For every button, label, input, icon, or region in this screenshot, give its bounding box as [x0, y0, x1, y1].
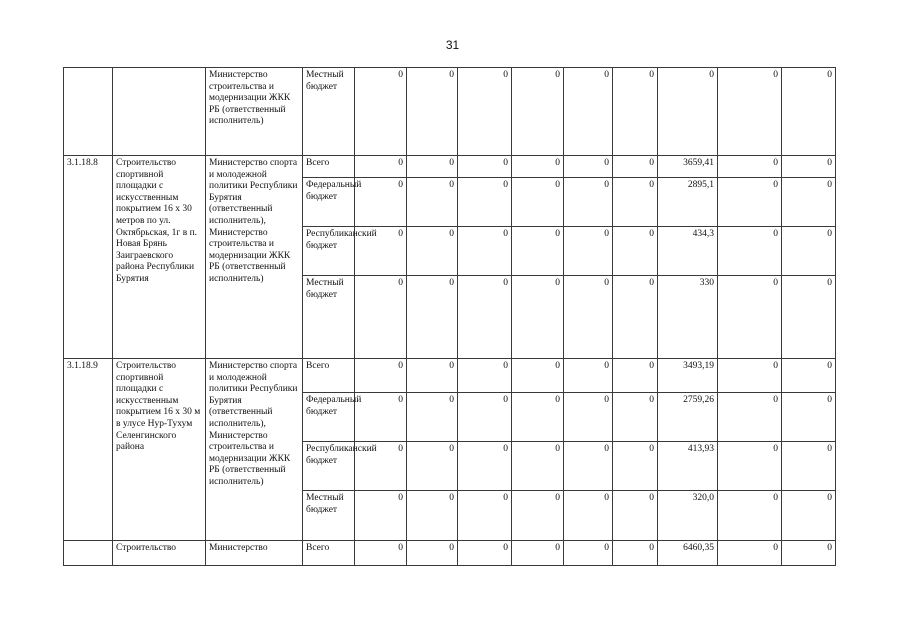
amount-cell: 434,3: [658, 227, 718, 276]
amount-cell: 0: [564, 276, 613, 359]
amount-cell: 0: [458, 393, 512, 442]
amount-cell: 0: [613, 442, 658, 491]
amount-cell: 0: [407, 541, 458, 566]
amount-cell: 0: [782, 393, 836, 442]
amount-cell: 0: [512, 156, 564, 178]
amount-cell: 0: [512, 227, 564, 276]
table-row: [64, 68, 836, 156]
amount-cell: 0: [782, 227, 836, 276]
measure-code-cell: [64, 541, 113, 566]
amount-cell: 0: [407, 276, 458, 359]
amount-cell: 0: [718, 541, 782, 566]
amount-cell: 0: [613, 359, 658, 393]
amount-cell: 0: [512, 442, 564, 491]
amount-cell: 0: [658, 68, 718, 156]
amount-cell: 320,0: [658, 491, 718, 541]
amount-cell: 0: [782, 68, 836, 156]
amount-cell: 0: [458, 178, 512, 227]
amount-cell: 0: [718, 156, 782, 178]
amount-cell: 0: [512, 68, 564, 156]
amount-cell: 330: [658, 276, 718, 359]
amount-cell: 0: [355, 541, 407, 566]
amount-cell: 0: [458, 442, 512, 491]
amount-cell: 6460,35: [658, 541, 718, 566]
amount-cell: 0: [458, 227, 512, 276]
amount-cell: 0: [407, 359, 458, 393]
amount-cell: 0: [613, 276, 658, 359]
amount-cell: 0: [407, 442, 458, 491]
amount-cell: 0: [512, 359, 564, 393]
amount-cell: 0: [458, 359, 512, 393]
amount-cell: 3493,19: [658, 359, 718, 393]
funding-source-cell: Федеральный бюджет: [303, 178, 355, 227]
measure-code-cell: 3.1.18.8: [64, 156, 113, 359]
amount-cell: 0: [407, 156, 458, 178]
amount-cell: 0: [355, 393, 407, 442]
funding-source-cell: Местный бюджет: [303, 276, 355, 359]
table-body: [64, 68, 836, 566]
funding-source-cell: Местный бюджет: [303, 68, 355, 156]
amount-cell: 0: [782, 178, 836, 227]
amount-cell: 0: [512, 541, 564, 566]
amount-cell: 0: [782, 156, 836, 178]
amount-cell: 0: [718, 276, 782, 359]
measure-name-cell: Строительство спортивной площадки с искусственным покрытием 16 х 30 метров по ул. Октябрьская, 1г в п. Новая Брянь Заиграевского района Республики Бурятия: [113, 156, 206, 359]
budget-table: [63, 67, 836, 566]
amount-cell: 0: [407, 491, 458, 541]
amount-cell: 2759,26: [658, 393, 718, 442]
amount-cell: 0: [613, 178, 658, 227]
amount-cell: 0: [613, 68, 658, 156]
amount-cell: 0: [458, 276, 512, 359]
amount-cell: 0: [564, 359, 613, 393]
amount-cell: 0: [355, 156, 407, 178]
table-row: [64, 156, 836, 178]
amount-cell: 0: [458, 541, 512, 566]
amount-cell: 0: [512, 393, 564, 442]
amount-cell: 0: [355, 68, 407, 156]
amount-cell: 0: [782, 442, 836, 491]
measure-name-cell: Строительство спортивной площадки с искусственным покрытием 16 х 30 м в улусе Нур-Тухум Селенгинского района: [113, 359, 206, 541]
funding-source-cell: Республиканский бюджет: [303, 227, 355, 276]
amount-cell: 0: [355, 227, 407, 276]
amount-cell: 0: [613, 541, 658, 566]
amount-cell: 0: [564, 227, 613, 276]
executor-cell: Министерство строительства и модернизации ЖКК РБ (ответственный исполнитель): [206, 68, 303, 156]
table-row: [64, 359, 836, 393]
amount-cell: 0: [564, 68, 613, 156]
amount-cell: 0: [458, 491, 512, 541]
amount-cell: 0: [613, 227, 658, 276]
amount-cell: 0: [564, 442, 613, 491]
amount-cell: 0: [564, 178, 613, 227]
amount-cell: 0: [782, 541, 836, 566]
page-number: 31: [445, 38, 460, 52]
amount-cell: 0: [458, 156, 512, 178]
amount-cell: 0: [355, 442, 407, 491]
funding-source-cell: Федеральный бюджет: [303, 393, 355, 442]
amount-cell: 0: [613, 393, 658, 442]
measure-name-cell: Строительство: [113, 541, 206, 566]
amount-cell: 0: [564, 491, 613, 541]
amount-cell: 0: [782, 359, 836, 393]
funding-source-cell: Местный бюджет: [303, 491, 355, 541]
amount-cell: 0: [407, 393, 458, 442]
amount-cell: 0: [407, 68, 458, 156]
amount-cell: 0: [718, 442, 782, 491]
amount-cell: 0: [564, 156, 613, 178]
measure-name-cell: [113, 68, 206, 156]
funding-source-cell: Всего: [303, 156, 355, 178]
amount-cell: 0: [564, 541, 613, 566]
amount-cell: 0: [407, 178, 458, 227]
amount-cell: 0: [613, 156, 658, 178]
measure-code-cell: 3.1.18.9: [64, 359, 113, 541]
amount-cell: 0: [718, 491, 782, 541]
amount-cell: 0: [782, 276, 836, 359]
executor-cell: Министерство спорта и молодежной политики Республики Бурятия (ответственный исполнитель), Министерство строительства и модернизации ЖКК РБ (ответственный исполнитель): [206, 156, 303, 359]
amount-cell: 0: [718, 227, 782, 276]
amount-cell: 0: [512, 276, 564, 359]
amount-cell: 0: [718, 68, 782, 156]
executor-cell: Министерство спорта и молодежной политики Республики Бурятия (ответственный исполнитель), Министерство строительства и модернизации ЖКК РБ (ответственный исполнитель): [206, 359, 303, 541]
funding-source-cell: Всего: [303, 541, 355, 566]
amount-cell: 0: [718, 178, 782, 227]
amount-cell: 0: [512, 178, 564, 227]
amount-cell: 0: [718, 393, 782, 442]
amount-cell: 0: [613, 491, 658, 541]
amount-cell: 0: [718, 359, 782, 393]
amount-cell: 0: [564, 393, 613, 442]
measure-code-cell: [64, 68, 113, 156]
amount-cell: 0: [407, 227, 458, 276]
amount-cell: 0: [355, 276, 407, 359]
funding-source-cell: Всего: [303, 359, 355, 393]
amount-cell: 3659,41: [658, 156, 718, 178]
amount-cell: 0: [355, 178, 407, 227]
amount-cell: 0: [355, 359, 407, 393]
amount-cell: 2895,1: [658, 178, 718, 227]
amount-cell: 0: [355, 491, 407, 541]
amount-cell: 0: [458, 68, 512, 156]
executor-cell: Министерство: [206, 541, 303, 566]
amount-cell: 413,93: [658, 442, 718, 491]
table-row: [64, 541, 836, 566]
amount-cell: 0: [512, 491, 564, 541]
amount-cell: 0: [782, 491, 836, 541]
funding-source-cell: Республиканский бюджет: [303, 442, 355, 491]
